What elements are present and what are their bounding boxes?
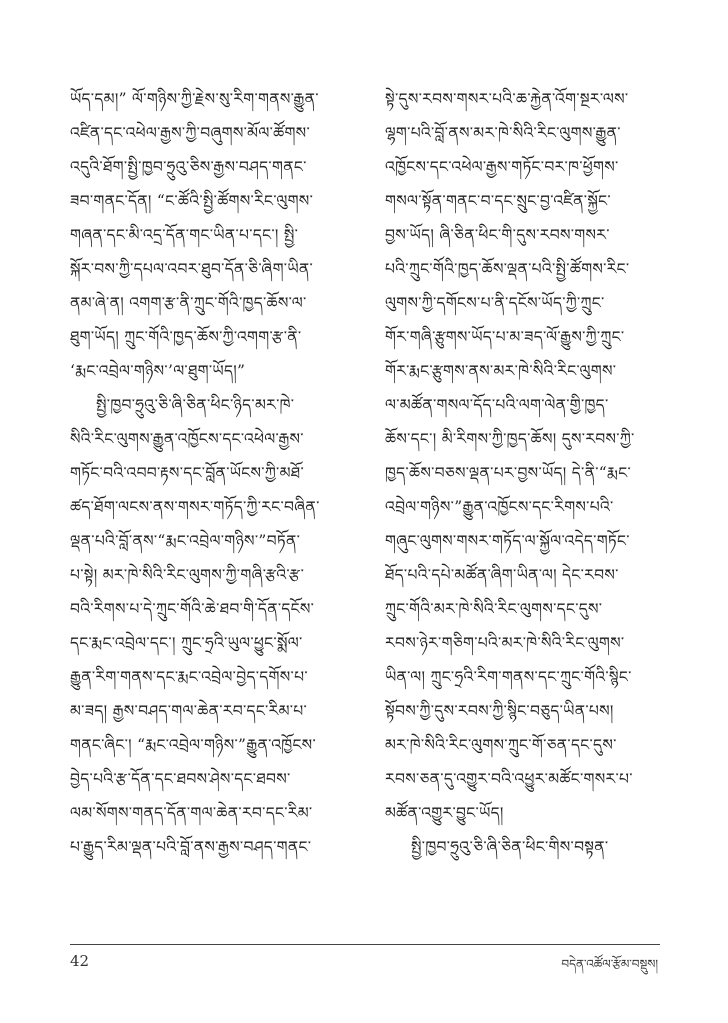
text-line: འདུའི་ཐོག་སྤྱི་ཁྱབ་ཧྲུའུ་ཅིས་རྒྱས་བཤད་གནང་ (70, 158, 307, 176)
text-line: ཀྲུང་གོའི་མར་ཁེ་སིའི་རིང་ལུགས་དང་དུས་ (385, 600, 603, 618)
text-line: སིའི་རིང་ལུགས་རྒྱུན་འཁྱོངས་དང་འཕེལ་རྒྱས་ (70, 430, 304, 448)
text-line: ལ་མཚོན་གསལ་དོད་པའི་ལག་ལེན་གྱི་ཁྱད་ (385, 396, 609, 414)
text-line: སྤྱི་ཁྱབ་ཧྲུའུ་ཅི་ཞི་ཅིན་ཕིང་གིས་བསྟན་ (411, 838, 609, 856)
text-line: ནམ་ཞེ་ན། འགག་རྩ་ནི་ཀྲུང་གོའི་ཁྱད་ཆོས་ལ་ (70, 294, 307, 312)
text-line: འབྲེལ་གཉིས་”རྒྱུན་འཁྱོངས་དང་རིགས་པའི་ (385, 498, 614, 516)
text-line: ལམ་སོགས་གནད་དོན་གལ་ཆེན་རབ་དང་རིམ་ (70, 804, 313, 822)
text-line: སྤྱི་ཁྱབ་ཧྲུའུ་ཅི་ཞི་ཅིན་ཕིང་ཉིད་མར་ཁེ་ (96, 396, 295, 414)
text-line: ལུགས་ཀྱི་དགོངས་པ་ནི་དངོས་ཡོད་ཀྱི་ཀྲུང་ (385, 294, 605, 312)
text-line: ཚད་ཐོག་ལངས་ནས་གསར་གཏོད་ཀྱི་རང་བཞིན་ (70, 498, 320, 516)
text-line: ཐོད་པའི་དཔེ་མཚོན་ཞིག་ཡིན་ལ། དེང་རབས་ (385, 566, 619, 584)
right-text-column (385, 82, 675, 864)
text-line: ཆོས་དང་། མི་རིགས་ཀྱི་ཁྱད་ཆོས། དུས་རབས་ཀྱི་ (385, 430, 635, 448)
text-line: འཛིན་དང་འཕེལ་རྒྱས་ཀྱི་བཞུགས་མོལ་ཚོགས་ (70, 124, 311, 142)
text-line: ལྷག་པའི་བློ་ནས་མར་ཁེ་སིའི་རིང་ལུགས་རྒྱུན་ (385, 124, 621, 142)
text-line: དང་རྨང་འབྲེལ་དང་། ཀྲུང་ཧྲའི་ཡུལ་ཕྱུང་སྨོལ་ (70, 634, 303, 652)
text-line: བྱས་ཡོད། ཞི་ཅིན་ཕིང་གི་དུས་རབས་གསར་ (385, 226, 610, 244)
text-line: རབས་ཉེར་གཅིག་པའི་མར་ཁེ་སིའི་རིང་ལུགས་ (385, 634, 625, 652)
running-title: བདེན་འཚོལ་རྩོམ་བསྡུས། (561, 957, 658, 971)
text-line: མར་ཁེ་སིའི་རིང་ལུགས་ཀྲུང་གོ་ཅན་དང་དུས་ (385, 736, 617, 754)
text-line: གཞན་དང་མི་འདྲ་དོན་གང་ཡིན་པ་དང་། སྤྱི་ (70, 226, 299, 244)
text-line: པ་རྒྱུད་རིམ་ལྡན་པའི་བློ་ནས་རྒྱས་བཤད་གནང་ (70, 838, 312, 856)
text-line: ཡིན་ལ། ཀྲུང་ཧྲའི་རིག་གནས་དང་ཀྲུང་གོའི་སྙིང་ (385, 668, 632, 686)
text-line: ཟབ་གནང་དོན། “ང་ཚོའི་སྤྱི་ཚོགས་རིང་ལུགས་ (70, 192, 314, 210)
text-line: ཡོད་དམ།” ལོ་གཉིས་ཀྱི་རྗེས་སུ་རིག་གནས་རྒྱུན་ (70, 90, 319, 108)
text-line: ཁྱད་ཆོས་བཅས་ལྡན་པར་བྱས་ཡོད། དེ་ནི་“རྨང་ (385, 464, 632, 482)
text-line: བའི་རིགས་པ་དེ་ཀྲུང་གོའི་ཆེ་ཐབ་གི་དོན་དངོས་ (70, 600, 315, 618)
text-line: སྐོར་བས་ཀྱི་དཔལ་འབར་ཐུབ་དོན་ཅི་ཞིག་ཡིན་ (70, 260, 314, 278)
text-line: རབས་ཅན་དུ་འགྱུར་བའི་འཕྱུར་མཚོང་གསར་པ་ (385, 770, 633, 788)
text-line: གསལ་སྟོན་གནང་བ་དང་སྲུང་བྱ་འཛིན་སྐྱོང་ (385, 192, 611, 210)
text-line: མ་ཟད། རྒྱས་བཤད་གལ་ཆེན་རབ་དང་རིམ་པ་ (70, 702, 308, 720)
text-line: གོར་གཞི་རྩུགས་ཡོད་པ་མ་ཟད་ལོ་རྒྱུས་ཀྱི་ཀྲུང་ (385, 328, 625, 346)
text-line: པ་སྟེ། མར་ཁེ་སིའི་རིང་ལུགས་ཀྱི་གཞི་རྩའི་རྩ་ (70, 566, 305, 584)
text-line: སྟོབས་ཀྱི་དུས་རབས་ཀྱི་སྙིང་བཅུད་ཡིན་པས། (385, 702, 614, 720)
text-line: ལྡན་པའི་བློ་ནས་“རྨང་འབྲེལ་གཉིས་”བཏོན་ (70, 532, 301, 550)
text-line: གཏོང་བའི་འབབ་རྟས་དང་བློན་ཡོངས་ཀྱི་མཐོ་ (70, 464, 305, 482)
text-line: སྟེ་དུས་རབས་གསར་པའི་ཆ་རྐྱེན་འོག་སྔར་ལས་ (385, 90, 629, 108)
page-number: 42 (70, 952, 90, 970)
left-text-column (70, 82, 360, 864)
text-line: ‘རྨང་འབྲེལ་གཉིས་’ལ་ཐུག་ཡོད།” (70, 362, 246, 380)
text-line: པའི་ཀྲུང་གོའི་ཁྱད་ཆོས་ལྡན་པའི་སྤྱི་ཚོགས་རིང་ (385, 260, 630, 278)
text-line: ཐུག་ཡོད། ཀྲུང་གོའི་ཁྱད་ཆོས་ཀྱི་འགག་རྩ་ནི་ (70, 328, 302, 346)
text-line: རྒྱུན་རིག་གནས་དང་རྨང་འབྲེལ་བྱེད་དགོས་པ་ (70, 668, 308, 686)
text-line: འཁྱོངས་དང་འཕེལ་རྒྱས་གཏོང་བར་ཁ་ཕྱོགས་ (385, 158, 619, 176)
text-line: གཞུང་ལུགས་གསར་གཏོད་ལ་སྐྱོལ་འདེད་གཏོང་ (385, 532, 630, 550)
text-line: གོར་རྨང་རྩུགས་ནས་མར་ཁེ་སིའི་རིང་ལུགས་ (385, 362, 617, 380)
footer-divider (70, 944, 660, 945)
text-line: བྱེད་པའི་རྩ་དོན་དང་ཐབས་ཤེས་དང་ཐབས་ (70, 770, 291, 788)
text-line: མཚོན་འགྱུར་བྱུང་ཡོད། (385, 804, 504, 822)
text-line: གནང་ཞིང་། “རྨང་འབྲེལ་གཉིས་”རྒྱུན་འཁྱོངས་ (70, 736, 317, 754)
